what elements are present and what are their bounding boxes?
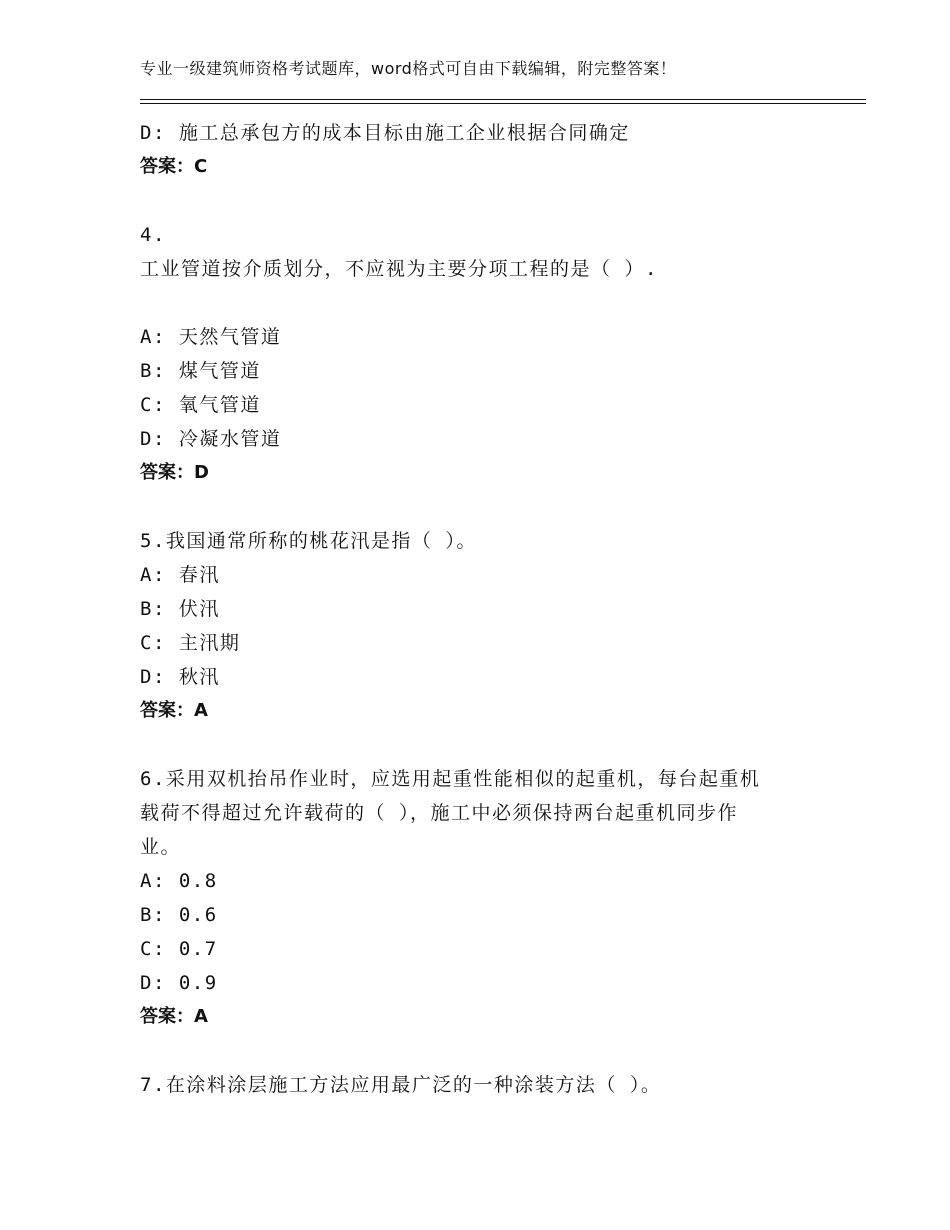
question-line: D: 施工总承包方的成本目标由施工企业根据合同确定: [140, 122, 630, 144]
question-line: 6.采用双机抬吊作业时，应选用起重性能相似的起重机，每台起重机: [140, 768, 761, 790]
question-line: B: 煤气管道: [140, 360, 261, 382]
question-line: 5.我国通常所称的桃花汛是指（ ）。: [140, 530, 477, 552]
header-rule-bottom: [140, 103, 866, 104]
spacer: [140, 1034, 820, 1068]
question-line: 载荷不得超过允许载荷的（ ），施工中必须保持两台起重机同步作: [140, 802, 738, 824]
question-line: 工业管道按介质划分，不应视为主要分项工程的是（ ）.: [140, 258, 658, 280]
question-line: D: 0.9: [140, 972, 218, 994]
spacer: [140, 490, 820, 524]
question-line: D: 冷凝水管道: [140, 428, 282, 450]
question-line: 4.: [140, 224, 166, 246]
header-rule-top: [140, 99, 866, 100]
question-line: A: 0.8: [140, 870, 218, 892]
spacer: [140, 286, 820, 320]
question-line: C: 氧气管道: [140, 394, 261, 416]
question-line: A: 春汛: [140, 564, 220, 586]
question-line: B: 伏汛: [140, 598, 220, 620]
question-line: C: 主汛期: [140, 632, 241, 654]
question-line: C: 0.7: [140, 938, 218, 960]
answer-line: 答案：A: [140, 1006, 208, 1027]
question-line: A: 天然气管道: [140, 326, 282, 348]
answer-line: 答案：C: [140, 156, 208, 177]
answer-line: 答案：A: [140, 700, 208, 721]
spacer: [140, 184, 820, 218]
question-line: D: 秋汛: [140, 666, 220, 688]
spacer: [140, 728, 820, 762]
answer-line: 答案：D: [140, 462, 209, 483]
question-line: B: 0.6: [140, 904, 218, 926]
question-line: 7.在涂料涂层施工方法应用最广泛的一种涂装方法（ ）。: [140, 1074, 662, 1096]
question-content: [140, 116, 820, 1102]
page-header: 专业一级建筑师资格考试题库，word格式可自由下载编辑，附完整答案！: [140, 59, 677, 78]
question-line: 业。: [140, 836, 182, 858]
